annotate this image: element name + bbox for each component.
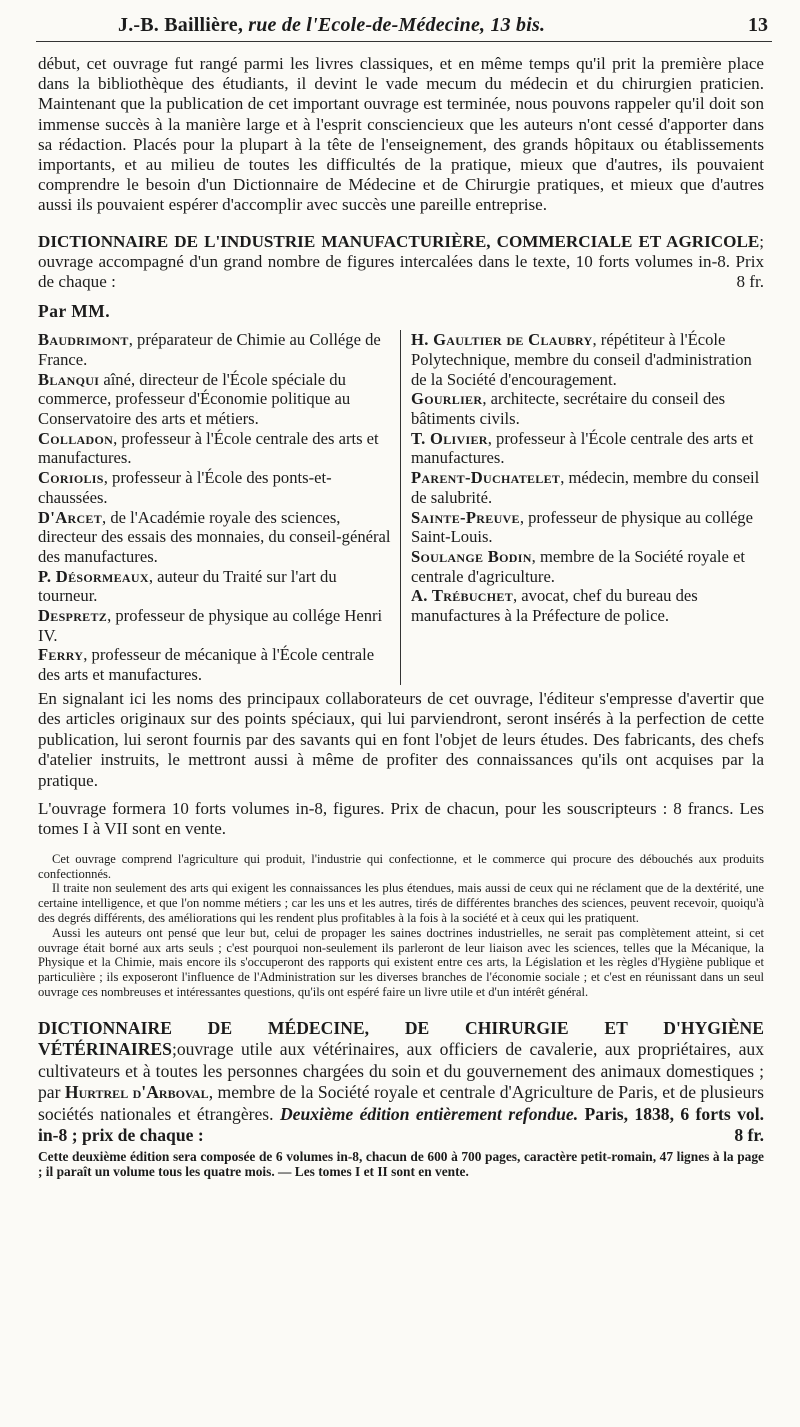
- author-entry: [38, 468, 391, 507]
- veterinary-dictionary-desc: ;ouvrage utile aux vétérinaires, aux officiers de cavalerie, aux propriétaires, aux cultivateurs et à toutes les personnes chargées du soin et du gouvernement des animaux domestiques ; par: [38, 1039, 764, 1103]
- veterinary-author-desc: , membre de la Société royale et centrale d'Agriculture de Paris, et de plusieurs sociétés nationales et étrangères.: [38, 1082, 765, 1124]
- author-entry: [38, 567, 391, 606]
- authors-left-column: [38, 330, 401, 685]
- author-name: Parent-Duchatelet: [411, 468, 561, 488]
- author-role: , professeur à l'École centrale des arts et manufactures.: [38, 428, 379, 468]
- veterinary-pub-info: Paris, 1838, 6 forts vol. in-8 ; prix de chaque :: [38, 1103, 764, 1146]
- author-name: A. Trébuchet: [411, 586, 513, 606]
- author-name: Gourlier: [411, 389, 483, 409]
- veterinary-dictionary-entry: [38, 1018, 764, 1147]
- author-entry: [411, 508, 764, 547]
- author-name: Sainte-Preuve: [411, 507, 520, 527]
- header-rule: [36, 41, 772, 42]
- authors-right-column: [401, 330, 764, 685]
- note-paragraph-1: Cet ouvrage comprend l'agriculture qui produit, l'industrie qui confectionne, et le commerce qui procure des débouchés aux produits confectionnés.: [38, 851, 764, 881]
- author-name: D'Arcet: [38, 507, 103, 527]
- author-entry: [411, 330, 764, 389]
- author-role: , médecin, membre du conseil de salubrité.: [411, 468, 760, 507]
- author-name: H. Gaultier de Claubry: [411, 330, 593, 350]
- author-role: , professeur de physique au collége Henri IV.: [38, 606, 383, 645]
- author-name: Baudrimont: [38, 330, 129, 350]
- author-name: Despretz: [38, 606, 108, 626]
- author-entry: [411, 389, 764, 428]
- author-role: , architecte, secrétaire du conseil des bâtiments civils.: [411, 389, 726, 429]
- author-role: , préparateur de Chimie au Collége de France.: [38, 330, 381, 369]
- author-entry: [38, 606, 391, 645]
- veterinary-author: Hurtrel d'Arboval: [64, 1082, 209, 1103]
- header-publisher: [118, 14, 545, 37]
- author-entry: [411, 468, 764, 507]
- veterinary-price: 8 fr.: [734, 1125, 764, 1146]
- page-number: 13: [748, 14, 768, 36]
- author-role: , membre de la Société royale et centrale d'agriculture.: [411, 546, 745, 586]
- author-name: Ferry: [38, 645, 84, 665]
- author-name: P. Désormeaux: [38, 566, 149, 586]
- note-paragraph-3: Aussi les auteurs ont pensé que leur but, celui de propager les saines doctrines industrielles, ne serait pas complètement atteint, si cet ouvrage était borné aux arts seuls ; c'est pourquoi non-seulement ils parleront de leur liaison avec les sciences, telles que la Mécanique, la Physique et la Chimie, mais encore ils s'occuperont des rapports qui existent entre ces arts, la Législation et les règles d'Hygiène publique et particulière ; ils exposeront l'influence de l'Administration sur les diverses branches de l'économie sociale ; et c'est en réunissant dans un seul ouvrage ces nombreuses et intéressantes questions, qu'ils ont espéré faire un livre utile et d'un intérêt général.: [38, 925, 764, 999]
- subscription-paragraph: L'ouvrage formera 10 forts volumes in-8, figures. Prix de chacun, pour les souscripteurs : 8 francs. Les tomes I à VII sont en vente.: [38, 798, 764, 839]
- intro-paragraph: début, cet ouvrage fut rangé parmi les livres classiques, et en même temps qu'il prit la première place dans la bibliothèque des étudiants, il devint le vade mecum du médecin et du chirurgien praticien. Maintenant que la publication de cet important ouvrage est terminée, nous pouvons rappeler qu'il doit son immense succès à la manière large et à l'esprit consciencieux que les auteurs n'ont cessé d'apporter dans sa rédaction. Placés pour la plupart à la tête de l'enseignement, des grands hôpitaux ou établissements importants, et au milieu de toutes les difficultés de la pratique, mieux que d'autres, ils pouvaient comprendre le besoin d'un Dictionnaire de Médecine et de Chirurgie pratiques, et mieux que d'autres aussi ils pouvaient espérer d'accomplir avec succès une pareille entreprise.: [38, 54, 764, 215]
- author-role: , professeur de mécanique à l'École centrale des arts et manufactures.: [38, 645, 375, 685]
- author-role: , professeur de physique au collége Saint-Louis.: [411, 507, 753, 547]
- author-role: , répétiteur à l'École Polytechnique, membre du conseil d'administration de la Société d'encouragement.: [411, 330, 752, 389]
- authors-intro: Par MM.: [38, 301, 111, 322]
- author-entry: [38, 330, 391, 369]
- publisher-name: J.-B. Baillière,: [118, 14, 244, 36]
- note-paragraph-2: Il traite non seulement des arts qui exigent les connaissances les plus étendues, mais aussi de ceux qui ne réclament que de la dextérité, une certaine intelligence, et que l'on nomme métiers ; car les uns et les autres, tirés de différentes branches des sciences, peuvent recevoir, quoiqu'à des degrés différents, des améliorations qui les rendent plus profitables à la fois à la société et à ceux qui les pratiquent.: [38, 881, 764, 925]
- author-name: Blanqui: [38, 369, 100, 389]
- industry-dictionary-heading: [38, 232, 764, 293]
- author-entry: [411, 429, 764, 468]
- industry-dictionary-title: DICTIONNAIRE DE L'INDUSTRIE MANUFACTURIÈRE, COMMERCIALE ET AGRICOLE: [38, 231, 760, 251]
- veterinary-footer-note: Cette deuxième édition sera composée de 6 volumes in-8, chacun de 600 à 700 pages, caractère petit-romain, 47 lignes à la page ; il paraît un volume tous les quatre mois. — Les tomes I et II sont en vente.: [38, 1148, 764, 1179]
- author-entry: [411, 547, 764, 586]
- author-name: T. Olivier: [411, 428, 488, 448]
- author-entry: [38, 645, 391, 684]
- author-role: , de l'Académie royale des sciences, directeur des essais des monnaies, du conseil-général des manufactures.: [38, 507, 391, 566]
- veterinary-dictionary-title: DICTIONNAIRE DE MÉDECINE, DE CHIRURGIE ET D'HYGIÈNE VÉTÉRINAIRES: [38, 1017, 764, 1060]
- author-entry: [38, 370, 391, 429]
- authors-columns: [38, 330, 764, 685]
- industry-dictionary-price: 8 fr.: [736, 272, 764, 292]
- author-role: , avocat, chef du bureau des manufactures à la Préfecture de police.: [411, 586, 698, 626]
- author-role: , professeur à l'École des ponts-et-chaussées.: [38, 468, 332, 507]
- author-name: Coriolis: [38, 468, 104, 488]
- veterinary-edition: Deuxième édition entièrement refondue.: [279, 1103, 579, 1124]
- publisher-address: rue de l'Ecole-de-Médecine, 13 bis.: [248, 14, 546, 36]
- author-entry: [38, 429, 391, 468]
- author-role: , professeur à l'École centrale des arts et manufactures.: [411, 428, 754, 468]
- author-role: aîné, directeur de l'École spéciale du commerce, professeur d'Économie politique au Conservatoire des arts et métiers.: [38, 369, 351, 429]
- author-role: , auteur du Traité sur l'art du tourneur.: [38, 566, 337, 606]
- author-entry: [411, 586, 764, 625]
- author-entry: [38, 508, 391, 567]
- author-name: Soulange Bodin: [411, 546, 532, 566]
- author-name: Colladon: [38, 428, 114, 448]
- running-header: [0, 10, 800, 44]
- industry-dictionary-desc: ; ouvrage accompagné d'un grand nombre de figures intercalées dans le texte, 10 forts volumes in-8. Prix de chaque :: [38, 231, 764, 292]
- page-body: [38, 54, 764, 1179]
- collaborators-paragraph: En signalant ici les noms des principaux collaborateurs de cet ouvrage, l'éditeur s'empresse d'avertir que des articles originaux sur des points spéciaux, qui lui parviendront, seront insérés à la perfection de cette publication, lui seront fournis par des savants qui en font l'objet de leurs études. Des fabricants, des chefs d'atelier instruits, le mettront aussi à même de profiter des connaissances qu'ils ont acquises par la pratique.: [38, 688, 764, 790]
